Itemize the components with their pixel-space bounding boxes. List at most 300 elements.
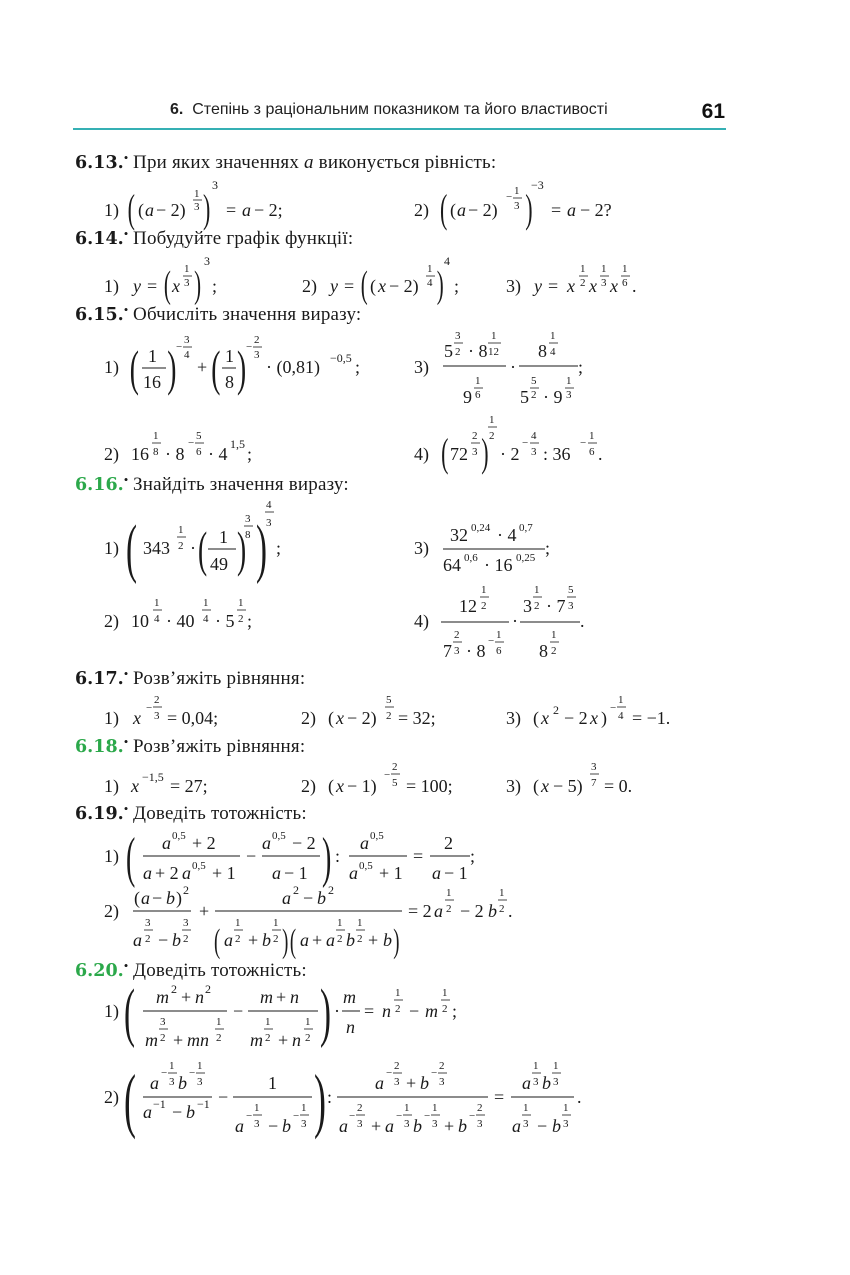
- task-text: При яких значеннях a виконується рівність:: [133, 152, 497, 173]
- svg-text:−1: −1: [153, 1097, 166, 1111]
- svg-text:·: ·: [512, 611, 518, 631]
- task-number: 6.20.: [75, 961, 124, 981]
- svg-text:0,7: 0,7: [519, 522, 533, 534]
- svg-text:2): 2): [104, 611, 119, 631]
- svg-text:;: ;: [578, 357, 584, 377]
- svg-text:− 2: − 2: [564, 708, 588, 728]
- svg-text:+: +: [371, 1116, 382, 1136]
- svg-text:− 2: − 2: [460, 901, 484, 921]
- svg-text:;: ;: [355, 357, 361, 377]
- svg-text:m: m: [250, 1030, 263, 1050]
- svg-text:1: 1: [618, 694, 624, 706]
- svg-text:x: x: [172, 276, 180, 296]
- formula-6-18-3: [506, 761, 632, 797]
- svg-text:1): 1): [104, 200, 119, 220]
- svg-text:(: (: [124, 1060, 136, 1141]
- svg-text:343: 343: [143, 538, 170, 558]
- svg-text:3: 3: [404, 1118, 410, 1130]
- svg-text:a: a: [262, 833, 271, 853]
- svg-text:;: ;: [247, 611, 253, 631]
- svg-text:2: 2: [160, 1032, 166, 1044]
- svg-text:−: −: [386, 1067, 393, 1079]
- svg-text:.: .: [580, 611, 585, 631]
- svg-text:1: 1: [563, 1102, 569, 1114]
- svg-text:3: 3: [212, 178, 218, 192]
- svg-text:2: 2: [235, 933, 241, 945]
- task-6-20-title: 6.20.• Доведіть тотожність:: [75, 958, 307, 981]
- svg-text:2: 2: [499, 903, 505, 915]
- svg-text:5: 5: [531, 375, 537, 387]
- svg-text:0,5: 0,5: [172, 830, 186, 842]
- svg-text:a: a: [145, 200, 154, 220]
- svg-text:y: y: [133, 276, 141, 296]
- svg-text:= 32;: = 32;: [398, 708, 436, 728]
- svg-text:1: 1: [395, 987, 401, 999]
- svg-text:72: 72: [450, 444, 468, 464]
- svg-text:1: 1: [589, 430, 595, 442]
- formula-6-15-2: [104, 430, 252, 465]
- svg-text:(: (: [328, 708, 334, 728]
- formula-6-18-2: [301, 761, 453, 797]
- formula-6-13-2: [414, 178, 612, 231]
- svg-text:1): 1): [104, 1001, 119, 1021]
- svg-text::: :: [335, 846, 341, 866]
- task-6-14-title: 6.14.• Побудуйте графік функції:: [75, 226, 354, 249]
- svg-text:8: 8: [245, 529, 251, 541]
- svg-text:9: 9: [463, 387, 472, 407]
- svg-text:3: 3: [301, 1118, 307, 1130]
- svg-text:−: −: [488, 635, 495, 647]
- svg-text:a: a: [522, 1073, 531, 1093]
- svg-text:2: 2: [472, 430, 478, 442]
- task-number: 6.17.: [75, 669, 124, 689]
- svg-text:2): 2): [302, 276, 317, 296]
- svg-text:−: −: [424, 1110, 431, 1122]
- svg-text:16: 16: [143, 372, 161, 392]
- svg-text:2: 2: [357, 933, 363, 945]
- svg-text:(: (: [533, 776, 539, 796]
- svg-text:;: ;: [276, 538, 282, 558]
- svg-text:(: (: [124, 977, 135, 1050]
- svg-text:6: 6: [196, 446, 202, 458]
- svg-text:.: .: [508, 901, 513, 921]
- svg-text:3): 3): [414, 357, 429, 377]
- svg-text:a: a: [150, 1073, 159, 1093]
- svg-text:1: 1: [154, 597, 160, 609]
- svg-text:1: 1: [197, 1060, 203, 1072]
- svg-text:5: 5: [196, 430, 202, 442]
- svg-text:− 1): − 1): [347, 776, 377, 796]
- svg-text:): ): [237, 340, 247, 397]
- svg-text:1: 1: [427, 263, 433, 275]
- svg-text:1: 1: [148, 346, 157, 366]
- svg-text:−: −: [431, 1067, 438, 1079]
- svg-text:;: ;: [212, 276, 218, 296]
- svg-text:2): 2): [301, 776, 316, 796]
- svg-text:16: 16: [131, 444, 149, 464]
- svg-text:7: 7: [443, 641, 452, 661]
- svg-text:1: 1: [491, 330, 497, 342]
- svg-text:6: 6: [589, 446, 595, 458]
- svg-text:5: 5: [392, 777, 398, 789]
- svg-text:2: 2: [205, 982, 211, 996]
- svg-text:2: 2: [531, 389, 537, 401]
- svg-text:3): 3): [414, 538, 429, 558]
- task-number: 6.13.: [75, 153, 124, 173]
- svg-text:3: 3: [357, 1118, 363, 1130]
- svg-text:+: +: [181, 987, 192, 1007]
- svg-text:x: x: [131, 776, 139, 796]
- svg-text:+ 1: + 1: [212, 863, 236, 883]
- svg-text:=: =: [364, 1001, 375, 1021]
- svg-text:b: b: [262, 930, 271, 950]
- svg-text:−1,5: −1,5: [142, 770, 164, 784]
- svg-text:=: =: [344, 276, 355, 296]
- svg-text:(: (: [440, 186, 448, 231]
- svg-text:1: 1: [550, 330, 556, 342]
- svg-text:· (0,81): · (0,81): [266, 357, 320, 377]
- svg-text:3: 3: [160, 1016, 166, 1028]
- svg-text:+: +: [197, 357, 208, 377]
- svg-text:4: 4: [444, 254, 450, 268]
- svg-text:1: 1: [203, 597, 209, 609]
- svg-text:1: 1: [194, 188, 200, 200]
- svg-text:·: ·: [334, 1001, 340, 1021]
- svg-text:b: b: [420, 1073, 429, 1093]
- svg-text:+: +: [173, 1030, 184, 1050]
- svg-text:0,5: 0,5: [359, 860, 373, 872]
- svg-text:−: −: [233, 1001, 244, 1021]
- svg-text:1,5: 1,5: [230, 437, 245, 451]
- svg-text:4: 4: [154, 613, 160, 625]
- svg-text:.: .: [577, 1087, 582, 1107]
- svg-text:n: n: [290, 987, 299, 1007]
- svg-text:3): 3): [506, 276, 521, 296]
- svg-text:8: 8: [539, 641, 548, 661]
- svg-text:·: ·: [190, 538, 196, 558]
- svg-text:1: 1: [273, 917, 279, 929]
- svg-text:): ): [237, 521, 247, 578]
- svg-text:2): 2): [104, 444, 119, 464]
- svg-text:− 2?: − 2?: [580, 200, 612, 220]
- svg-text:a: a: [512, 1116, 521, 1136]
- svg-text:x: x: [589, 276, 597, 296]
- svg-text:−: −: [303, 888, 314, 908]
- svg-text:m: m: [343, 987, 356, 1007]
- svg-text:· 5: · 5: [215, 611, 235, 631]
- task-number: 6.16.: [75, 475, 124, 495]
- formula-6-16-3: [414, 522, 550, 575]
- svg-text:1: 1: [601, 263, 607, 275]
- svg-text:1): 1): [104, 357, 119, 377]
- svg-text:): ): [256, 513, 267, 586]
- svg-text:1: 1: [534, 584, 540, 596]
- svg-text:= 0.: = 0.: [604, 776, 633, 796]
- svg-text:3: 3: [477, 1118, 483, 1130]
- svg-text:+ 2: + 2: [192, 833, 216, 853]
- svg-text:b: b: [488, 901, 497, 921]
- task-number: 6.15.: [75, 305, 124, 325]
- svg-text:(: (: [134, 888, 140, 908]
- svg-text:): ): [393, 922, 400, 960]
- svg-text:1: 1: [219, 527, 228, 547]
- svg-text:−: −: [522, 437, 529, 449]
- svg-text:1: 1: [499, 887, 505, 899]
- svg-text:· 2: · 2: [500, 444, 520, 464]
- svg-text:a: a: [300, 930, 309, 950]
- formula-6-14-3: [506, 263, 637, 297]
- svg-text:x: x: [378, 276, 386, 296]
- svg-text:= −1.: = −1.: [632, 708, 671, 728]
- svg-text:· 40: · 40: [166, 611, 195, 631]
- svg-text:a: a: [457, 200, 466, 220]
- svg-text:+: +: [248, 930, 259, 950]
- svg-text:b: b: [186, 1102, 195, 1122]
- svg-text:−: −: [161, 1067, 168, 1079]
- svg-text:1: 1: [523, 1102, 529, 1114]
- svg-text:12: 12: [488, 346, 499, 358]
- svg-text:+: +: [312, 930, 323, 950]
- svg-text:(: (: [138, 200, 144, 220]
- svg-text:1: 1: [481, 584, 487, 596]
- svg-text:b: b: [458, 1116, 467, 1136]
- task-number: 6.19.: [75, 804, 124, 824]
- svg-text:(: (: [360, 263, 368, 306]
- svg-text:3: 3: [194, 201, 200, 213]
- svg-text:3: 3: [601, 277, 607, 289]
- svg-text:a: a: [272, 863, 281, 883]
- svg-text:=: =: [548, 276, 559, 296]
- svg-text:x: x: [336, 708, 344, 728]
- svg-text:2): 2): [301, 708, 316, 728]
- svg-text:1): 1): [104, 276, 119, 296]
- svg-text:3: 3: [514, 200, 520, 212]
- svg-text:1: 1: [225, 346, 234, 366]
- svg-text:−: −: [396, 1110, 403, 1122]
- svg-text:= 0,04;: = 0,04;: [167, 708, 219, 728]
- formula-6-15-4: [414, 414, 603, 475]
- svg-text:2: 2: [238, 613, 244, 625]
- svg-text:2: 2: [293, 883, 299, 897]
- svg-text:a: a: [339, 1116, 348, 1136]
- svg-text:4: 4: [618, 710, 624, 722]
- svg-text:−: −: [246, 846, 257, 866]
- svg-text:−: −: [158, 930, 169, 950]
- svg-text:): ): [320, 977, 331, 1050]
- svg-text:8: 8: [153, 446, 159, 458]
- svg-text:a: a: [349, 863, 358, 883]
- svg-text:−3: −3: [531, 178, 544, 192]
- formula-6-16-2: [104, 597, 252, 632]
- svg-text:2: 2: [183, 883, 189, 897]
- svg-text:2: 2: [489, 430, 495, 442]
- svg-text:m: m: [260, 987, 273, 1007]
- svg-text:5: 5: [568, 584, 574, 596]
- svg-text:): ): [282, 922, 289, 960]
- svg-text:=: =: [147, 276, 158, 296]
- svg-text:3: 3: [455, 330, 461, 342]
- svg-text:1: 1: [514, 185, 520, 197]
- svg-text:−: −: [349, 1110, 356, 1122]
- svg-text:10: 10: [131, 611, 149, 631]
- svg-text:1: 1: [184, 263, 190, 275]
- svg-text:6: 6: [475, 389, 481, 401]
- svg-text:): ): [525, 186, 533, 231]
- svg-text:x: x: [133, 708, 141, 728]
- svg-text:3: 3: [523, 1118, 529, 1130]
- svg-text:1: 1: [475, 375, 481, 387]
- svg-text::: :: [327, 1087, 333, 1107]
- task-text: Доведіть тотожність:: [133, 960, 307, 981]
- formula-6-18-1: [104, 770, 208, 797]
- svg-text:2: 2: [444, 833, 453, 853]
- svg-text:1: 1: [357, 917, 363, 929]
- formula-6-16-4: [414, 584, 585, 661]
- svg-text:b: b: [166, 888, 175, 908]
- svg-text:49: 49: [210, 554, 228, 574]
- svg-text:;: ;: [470, 846, 476, 866]
- svg-text:2: 2: [265, 1032, 271, 1044]
- svg-text:n: n: [292, 1030, 301, 1050]
- svg-text:=: =: [413, 846, 424, 866]
- svg-text:3: 3: [531, 446, 537, 458]
- svg-text:2: 2: [481, 600, 487, 612]
- formula-6-17-1: [104, 694, 218, 729]
- svg-text:2: 2: [580, 277, 586, 289]
- svg-text:.: .: [632, 276, 637, 296]
- svg-text:a: a: [385, 1116, 394, 1136]
- svg-text:= 100;: = 100;: [406, 776, 453, 796]
- svg-text:−: −: [610, 702, 617, 714]
- svg-text:x: x: [336, 776, 344, 796]
- svg-text:(: (: [441, 430, 449, 475]
- svg-text:1: 1: [580, 263, 586, 275]
- svg-text:· 4: · 4: [497, 525, 517, 545]
- svg-text:y: y: [330, 276, 338, 296]
- svg-text:− 2): − 2): [347, 708, 377, 728]
- svg-text:1: 1: [216, 1016, 222, 1028]
- svg-text:+: +: [444, 1116, 455, 1136]
- formula-6-20-1: [104, 977, 457, 1050]
- svg-text:0,5: 0,5: [192, 860, 206, 872]
- svg-text:;: ;: [452, 1001, 458, 1021]
- chapter-number: 6.: [170, 101, 184, 118]
- svg-text:b: b: [178, 1073, 187, 1093]
- svg-text:0,5: 0,5: [272, 830, 286, 842]
- svg-text:−: −: [152, 888, 163, 908]
- svg-text:1: 1: [551, 629, 557, 641]
- formula-6-13-1: [104, 178, 283, 231]
- svg-text:2: 2: [455, 346, 461, 358]
- svg-text:1: 1: [489, 414, 495, 426]
- svg-text:=: =: [551, 200, 562, 220]
- task-6-15-title: 6.15.• Обчисліть значення виразу:: [75, 302, 362, 325]
- formula-6-17-2: [301, 694, 436, 729]
- svg-text:1: 1: [268, 1073, 277, 1093]
- svg-text:1: 1: [566, 375, 572, 387]
- task-6-17-title: 6.17.• Розв’яжіть рівняння:: [75, 666, 306, 689]
- svg-text:1: 1: [235, 917, 241, 929]
- svg-text:2: 2: [183, 933, 189, 945]
- svg-text:1: 1: [496, 629, 502, 641]
- svg-text:2: 2: [154, 694, 160, 706]
- svg-text:3: 3: [432, 1118, 438, 1130]
- svg-text:2: 2: [171, 982, 177, 996]
- svg-text:(: (: [213, 922, 221, 960]
- svg-text:− 1: − 1: [284, 863, 308, 883]
- svg-text:0,5: 0,5: [370, 830, 384, 842]
- svg-text:(: (: [198, 521, 208, 578]
- chapter-name: Степінь з раціональним показником та його властивості: [192, 101, 608, 118]
- svg-text:1: 1: [404, 1102, 410, 1114]
- svg-text:5: 5: [444, 341, 453, 361]
- svg-text:1: 1: [337, 917, 343, 929]
- svg-text:2: 2: [551, 645, 557, 657]
- svg-text:b: b: [346, 930, 355, 950]
- svg-text:n: n: [346, 1017, 355, 1037]
- svg-text:b: b: [413, 1116, 422, 1136]
- svg-text:3: 3: [145, 917, 151, 929]
- svg-text:0,25: 0,25: [516, 552, 536, 564]
- svg-text:4: 4: [531, 430, 537, 442]
- svg-text:1: 1: [432, 1102, 438, 1114]
- svg-text:m: m: [145, 1030, 158, 1050]
- svg-text:2: 2: [357, 1102, 363, 1114]
- svg-text:mn: mn: [187, 1030, 209, 1050]
- svg-text:− 2): − 2): [156, 200, 186, 220]
- svg-text:2: 2: [534, 600, 540, 612]
- svg-text:2): 2): [104, 1087, 119, 1107]
- svg-text:(: (: [328, 776, 334, 796]
- svg-text:b: b: [317, 888, 326, 908]
- svg-text:5: 5: [520, 387, 529, 407]
- svg-text:3: 3: [439, 1076, 445, 1088]
- svg-text:1: 1: [254, 1102, 260, 1114]
- formula-6-14-1: [104, 254, 217, 306]
- svg-text:4: 4: [184, 349, 190, 361]
- svg-text:2: 2: [553, 703, 559, 717]
- svg-text:(: (: [289, 922, 297, 960]
- svg-text:(: (: [126, 826, 136, 889]
- svg-text:·: ·: [510, 357, 516, 377]
- svg-text:1: 1: [301, 1102, 307, 1114]
- svg-text:y: y: [534, 276, 542, 296]
- task-text: Розв’яжіть рівняння:: [133, 668, 306, 689]
- svg-text:x: x: [567, 276, 575, 296]
- svg-text:1: 1: [533, 1060, 539, 1072]
- svg-text:3: 3: [566, 389, 572, 401]
- task-6-19-title: 6.19.• Доведіть тотожність:: [75, 801, 307, 824]
- svg-text:(: (: [126, 513, 137, 586]
- svg-text:− 2: − 2: [292, 833, 316, 853]
- svg-text:−: −: [580, 437, 587, 449]
- svg-text:(: (: [129, 340, 139, 397]
- svg-text:;: ;: [454, 276, 460, 296]
- svg-text:1: 1: [238, 597, 244, 609]
- task-number: 6.14.: [75, 229, 124, 249]
- svg-text:−: −: [246, 1110, 253, 1122]
- svg-text:): ): [314, 1060, 326, 1141]
- svg-text:· 8: · 8: [468, 341, 488, 361]
- svg-text:a: a: [235, 1116, 244, 1136]
- svg-text:1: 1: [169, 1060, 175, 1072]
- svg-text:a: a: [242, 200, 251, 220]
- task-6-16-title: 6.16.• Знайдіть значення виразу:: [75, 472, 349, 495]
- svg-text:3: 3: [568, 600, 574, 612]
- task-6-18-title: 6.18.• Розв’яжіть рівняння:: [75, 734, 306, 757]
- svg-text:4: 4: [266, 499, 272, 511]
- svg-text:· 8: · 8: [466, 641, 486, 661]
